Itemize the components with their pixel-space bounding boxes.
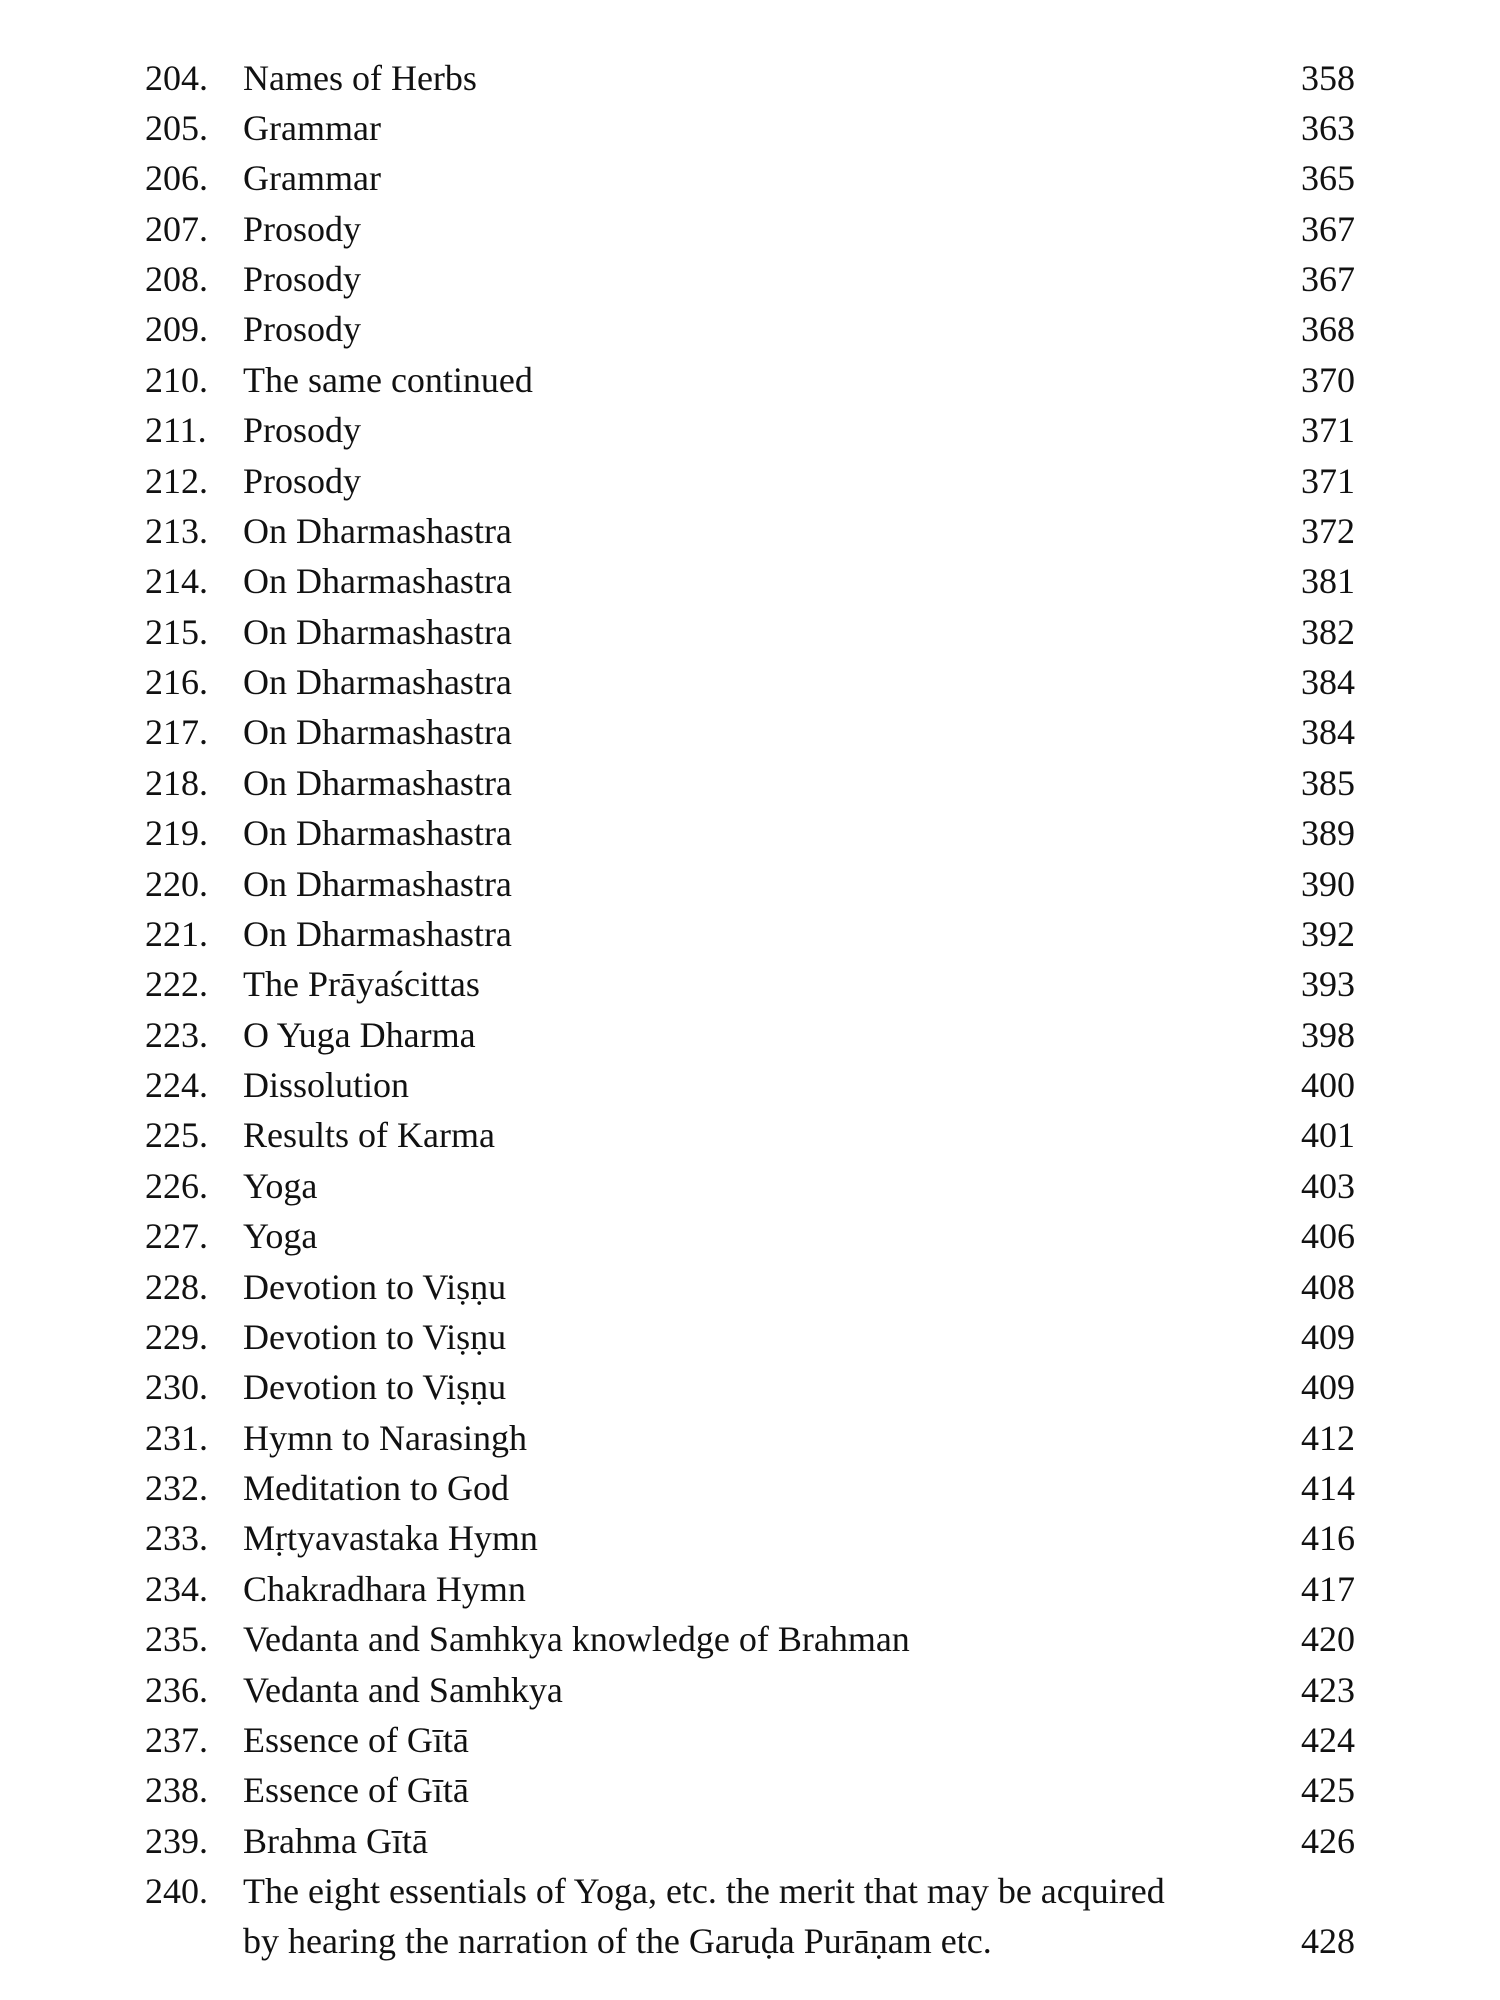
toc-entry-219 — [0, 808, 1500, 858]
entry-number: 208. — [145, 259, 208, 299]
entry-page: 412 — [1301, 1418, 1355, 1458]
entry-number: 213. — [145, 511, 208, 551]
entry-number: 214. — [145, 561, 208, 601]
entry-page: 403 — [1301, 1166, 1355, 1206]
entry-page: 384 — [1301, 662, 1355, 702]
toc-entry-217 — [0, 707, 1500, 757]
entry-page: 368 — [1301, 309, 1355, 349]
entry-number: 225. — [145, 1115, 208, 1155]
entry-title: Chakradhara Hymn — [243, 1569, 526, 1609]
entry-number: 223. — [145, 1015, 208, 1055]
entry-number: 211. — [145, 410, 207, 450]
toc-entry-214 — [0, 556, 1500, 606]
entry-title: Grammar — [243, 158, 381, 198]
toc-entry-207 — [0, 204, 1500, 254]
entry-title: Prosody — [243, 410, 362, 450]
entry-page: 416 — [1301, 1518, 1355, 1558]
entry-number: 229. — [145, 1317, 208, 1357]
toc-entry-208 — [0, 254, 1500, 304]
entry-page: 392 — [1301, 914, 1355, 954]
entry-title: Vedanta and Samhkya knowledge of Brahman — [243, 1619, 910, 1659]
entry-page: 425 — [1301, 1770, 1355, 1810]
entry-page: 428 — [1301, 1921, 1355, 1961]
toc-entry-232 — [0, 1463, 1500, 1513]
entry-number: 212. — [145, 461, 208, 501]
toc-entry-238 — [0, 1765, 1500, 1815]
toc-entry-224 — [0, 1060, 1500, 1110]
entry-page: 417 — [1301, 1569, 1355, 1609]
toc-entry-222 — [0, 959, 1500, 1009]
toc-entry-215 — [0, 607, 1500, 657]
entry-number: 238. — [145, 1770, 208, 1810]
entry-page: 363 — [1301, 108, 1355, 148]
entry-number: 221. — [145, 914, 208, 954]
toc-entry-218 — [0, 758, 1500, 808]
entry-page: 358 — [1301, 58, 1355, 98]
entry-number: 235. — [145, 1619, 208, 1659]
entry-page: 370 — [1301, 360, 1355, 400]
entry-page: 414 — [1301, 1468, 1355, 1508]
entry-title — [243, 1866, 1165, 1966]
entry-page: 406 — [1301, 1216, 1355, 1256]
entry-title: Yoga — [243, 1166, 318, 1206]
entry-page: 426 — [1301, 1821, 1355, 1861]
entry-number: 206. — [145, 158, 208, 198]
entry-number: 234. — [145, 1569, 208, 1609]
entry-title: O Yuga Dharma — [243, 1015, 476, 1055]
entry-title: Devotion to Viṣṇu — [243, 1267, 507, 1307]
entry-page: 398 — [1301, 1015, 1355, 1055]
entry-page: 390 — [1301, 864, 1355, 904]
toc-entry-229 — [0, 1312, 1500, 1362]
entry-number: 228. — [145, 1267, 208, 1307]
entry-page: 384 — [1301, 712, 1355, 752]
entry-number: 205. — [145, 108, 208, 148]
toc-entry-212 — [0, 456, 1500, 506]
toc-entry-227 — [0, 1211, 1500, 1261]
entry-title: On Dharmashastra — [243, 712, 512, 752]
entry-number: 226. — [145, 1166, 208, 1206]
toc-entry-235 — [0, 1614, 1500, 1664]
entry-title: Names of Herbs — [243, 58, 477, 98]
toc-entry-230 — [0, 1362, 1500, 1412]
toc-entry-205 — [0, 103, 1500, 153]
entry-title: Prosody — [243, 461, 362, 501]
toc-entry-209 — [0, 304, 1500, 354]
toc-entry-231 — [0, 1413, 1500, 1463]
entry-page: 423 — [1301, 1670, 1355, 1710]
toc-entry-226 — [0, 1161, 1500, 1211]
entry-number: 231. — [145, 1418, 208, 1458]
toc-entry-220 — [0, 859, 1500, 909]
entry-number: 240. — [145, 1871, 208, 1911]
toc-entry-233 — [0, 1513, 1500, 1563]
entry-page: 424 — [1301, 1720, 1355, 1760]
toc-entry-237 — [0, 1715, 1500, 1765]
entry-page: 371 — [1301, 461, 1355, 501]
entry-title-line-2: by hearing the narration of the Garuḍa Purāṇam etc. — [243, 1921, 992, 1961]
entry-page: 385 — [1301, 763, 1355, 803]
entry-title: The same continued — [243, 360, 533, 400]
entry-number: 233. — [145, 1518, 208, 1558]
toc-entry-236 — [0, 1665, 1500, 1715]
entry-page: 367 — [1301, 259, 1355, 299]
entry-number: 209. — [145, 309, 208, 349]
entry-number: 227. — [145, 1216, 208, 1256]
entry-title: Hymn to Narasingh — [243, 1418, 527, 1458]
entry-page: 408 — [1301, 1267, 1355, 1307]
entry-number: 210. — [145, 360, 208, 400]
entry-number: 207. — [145, 209, 208, 249]
entry-number: 230. — [145, 1367, 208, 1407]
entry-page: 381 — [1301, 561, 1355, 601]
toc-entry-216 — [0, 657, 1500, 707]
entry-title: Prosody — [243, 259, 362, 299]
entry-title: On Dharmashastra — [243, 864, 512, 904]
toc-entry-228 — [0, 1262, 1500, 1312]
toc-entry-234 — [0, 1564, 1500, 1614]
entry-page: 400 — [1301, 1065, 1355, 1105]
entry-title: On Dharmashastra — [243, 511, 512, 551]
entry-page: 365 — [1301, 158, 1355, 198]
toc-entry-206 — [0, 153, 1500, 203]
entry-title: On Dharmashastra — [243, 763, 512, 803]
entry-title: On Dharmashastra — [243, 914, 512, 954]
entry-title: The Prāyaścittas — [243, 964, 480, 1004]
toc-entry-211 — [0, 405, 1500, 455]
entry-title: Mṛtyavastaka Hymn — [243, 1518, 538, 1558]
entry-title: Essence of Gītā — [243, 1770, 469, 1810]
toc-entry-240 — [0, 1866, 1500, 1966]
toc-entry-239 — [0, 1816, 1500, 1866]
entry-title: On Dharmashastra — [243, 662, 512, 702]
entry-title: On Dharmashastra — [243, 813, 512, 853]
entry-title: On Dharmashastra — [243, 561, 512, 601]
entry-page: 389 — [1301, 813, 1355, 853]
entry-title: Prosody — [243, 209, 362, 249]
entry-title: Yoga — [243, 1216, 318, 1256]
entry-number: 222. — [145, 964, 208, 1004]
entry-page: 409 — [1301, 1367, 1355, 1407]
entry-page: 382 — [1301, 612, 1355, 652]
toc-entry-210 — [0, 355, 1500, 405]
entry-title: On Dharmashastra — [243, 612, 512, 652]
entry-number: 217. — [145, 712, 208, 752]
entry-number: 237. — [145, 1720, 208, 1760]
entry-page: 367 — [1301, 209, 1355, 249]
entry-number: 218. — [145, 763, 208, 803]
entry-title: Prosody — [243, 309, 362, 349]
entry-number: 224. — [145, 1065, 208, 1105]
entry-title: Devotion to Viṣṇu — [243, 1317, 507, 1357]
toc-entry-225 — [0, 1110, 1500, 1160]
entry-title: Results of Karma — [243, 1115, 495, 1155]
entry-page: 371 — [1301, 410, 1355, 450]
entry-number: 220. — [145, 864, 208, 904]
entry-page: 393 — [1301, 964, 1355, 1004]
entry-title: Brahma Gītā — [243, 1821, 428, 1861]
entry-number: 236. — [145, 1670, 208, 1710]
entry-title: Essence of Gītā — [243, 1720, 469, 1760]
toc-entry-221 — [0, 909, 1500, 959]
entry-title-line-1: The eight essentials of Yoga, etc. the merit that may be acquired — [243, 1871, 1165, 1911]
entry-number: 239. — [145, 1821, 208, 1861]
entry-title: Grammar — [243, 108, 381, 148]
entry-number: 219. — [145, 813, 208, 853]
toc-entry-213 — [0, 506, 1500, 556]
entry-page: 409 — [1301, 1317, 1355, 1357]
entry-number: 216. — [145, 662, 208, 702]
entry-title: Dissolution — [243, 1065, 410, 1105]
entry-number: 215. — [145, 612, 208, 652]
entry-title: Vedanta and Samhkya — [243, 1670, 563, 1710]
entry-number: 204. — [145, 58, 208, 98]
entry-page: 420 — [1301, 1619, 1355, 1659]
entry-title: Devotion to Viṣṇu — [243, 1367, 507, 1407]
entry-title: Meditation to God — [243, 1468, 509, 1508]
toc-entry-223 — [0, 1010, 1500, 1060]
entry-number: 232. — [145, 1468, 208, 1508]
entry-page: 401 — [1301, 1115, 1355, 1155]
entry-page: 372 — [1301, 511, 1355, 551]
toc-entry-204 — [0, 53, 1500, 103]
